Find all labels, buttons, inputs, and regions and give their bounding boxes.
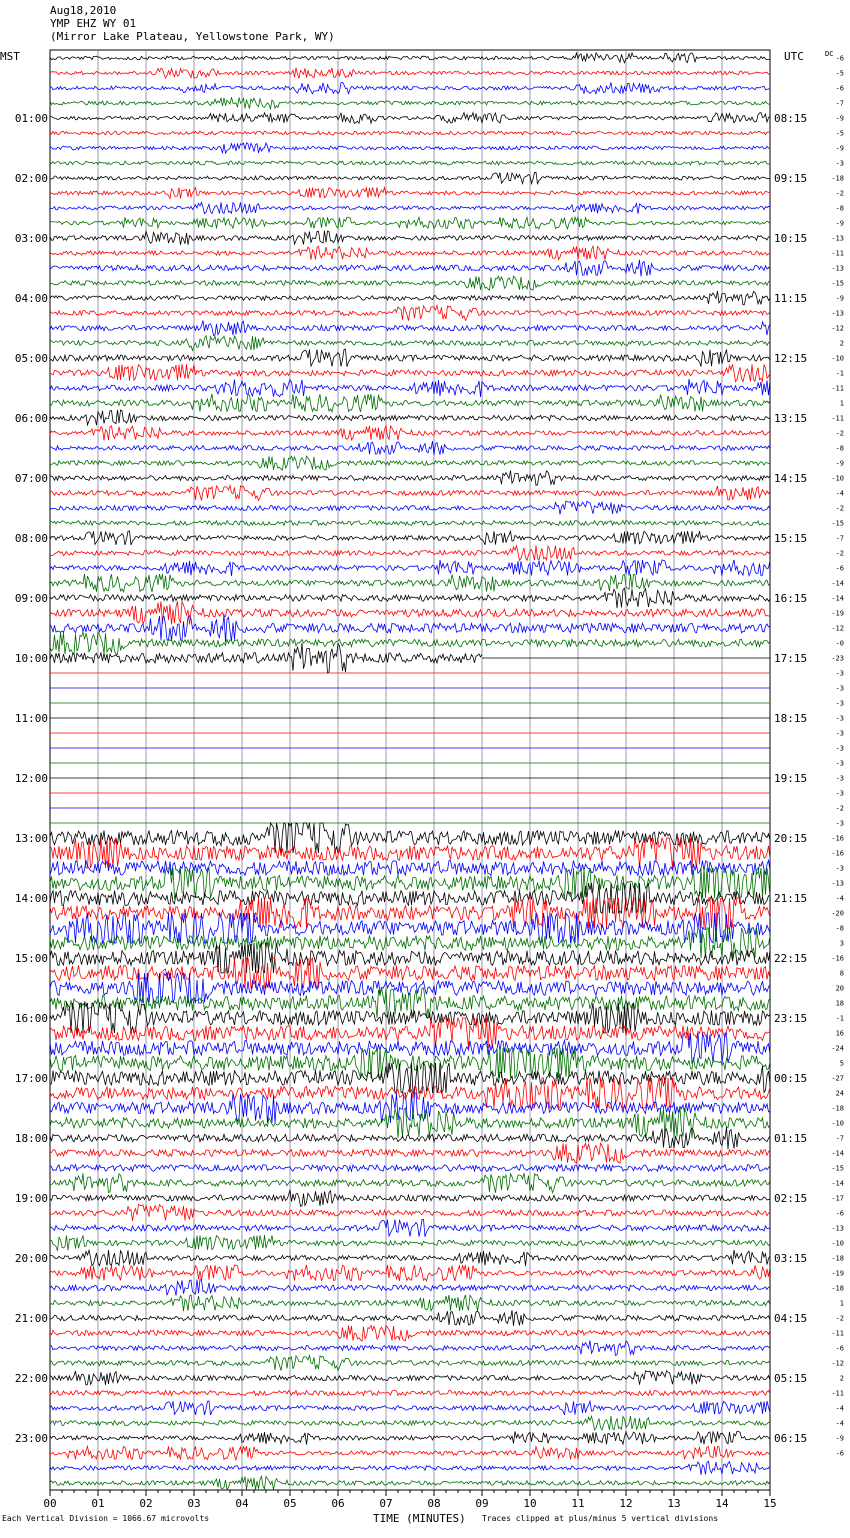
seismic-trace <box>50 410 770 425</box>
dc-offset-label: -0 <box>835 639 844 648</box>
right-hour-label: 05:15 <box>774 1372 808 1385</box>
dc-offset-label: -5 <box>835 69 844 78</box>
dc-offset-label: -16 <box>831 834 844 843</box>
x-tick-label: 15 <box>763 1497 777 1510</box>
dc-offset-label: -4 <box>835 1419 844 1428</box>
dc-offset-label: 8 <box>839 969 844 978</box>
dc-offset-label: -3 <box>835 699 844 708</box>
dc-label: DC <box>825 50 834 58</box>
left-hour-label: 05:00 <box>14 352 48 365</box>
x-tick-label: 09 <box>475 1497 489 1510</box>
dc-offset-label: -13 <box>831 264 844 273</box>
seismic-trace <box>50 1461 770 1474</box>
dc-offset-label: -9 <box>835 459 844 468</box>
x-tick-label: 00 <box>43 1497 57 1510</box>
left-hour-label: 14:00 <box>14 892 48 905</box>
dc-offset-label: -3 <box>835 774 844 783</box>
seismic-trace <box>50 471 770 486</box>
x-tick-label: 11 <box>571 1497 585 1510</box>
left-hour-label: 01:00 <box>14 112 48 125</box>
right-hour-label: 08:15 <box>774 112 808 125</box>
seismic-trace <box>50 560 770 576</box>
dc-offset-label: -3 <box>835 669 844 678</box>
left-hour-label: 23:00 <box>14 1432 48 1445</box>
dc-offset-label: -3 <box>835 684 844 693</box>
dc-offset-label: -7 <box>835 1134 844 1143</box>
x-tick-label: 14 <box>715 1497 729 1510</box>
seismic-trace <box>50 546 770 561</box>
right-hour-label: 19:15 <box>774 772 808 785</box>
dc-offset-label: -13 <box>831 879 844 888</box>
seismic-trace <box>50 1325 770 1341</box>
left-hour-label: 08:00 <box>14 532 48 545</box>
x-tick-label: 07 <box>379 1497 393 1510</box>
dc-offset-label: -18 <box>831 174 844 183</box>
dc-offset-label: -17 <box>831 1194 844 1203</box>
left-hour-label: 04:00 <box>14 292 48 305</box>
dc-offset-label: -3 <box>835 159 844 168</box>
dc-offset-label: -2 <box>835 549 844 558</box>
dc-offset-label: 2 <box>839 1374 844 1383</box>
dc-offset-label: -19 <box>831 609 844 618</box>
dc-offset-label: -10 <box>831 354 844 363</box>
x-tick-label: 02 <box>139 1497 153 1510</box>
seismic-trace <box>50 291 770 305</box>
dc-offset-label: -7 <box>835 534 844 543</box>
seismic-trace <box>50 349 770 367</box>
dc-offset-label: 1 <box>839 1299 844 1308</box>
left-hour-label: 10:00 <box>14 652 48 665</box>
seismic-trace <box>50 202 770 214</box>
seismic-trace <box>50 131 770 135</box>
right-hour-label: 11:15 <box>774 292 808 305</box>
seismic-trace <box>50 1265 770 1281</box>
seismic-trace <box>50 1250 770 1266</box>
dc-offset-label: -4 <box>835 894 844 903</box>
seismic-trace <box>50 231 770 245</box>
dc-offset-label: -5 <box>835 129 844 138</box>
seismic-trace <box>50 113 770 124</box>
right-hour-label: 15:15 <box>774 532 808 545</box>
right-hour-label: 17:15 <box>774 652 808 665</box>
seismic-trace <box>50 1280 770 1296</box>
x-tick-label: 01 <box>91 1497 105 1510</box>
seismic-trace <box>50 943 770 973</box>
left-hour-label: 09:00 <box>14 592 48 605</box>
seismic-trace <box>50 531 770 545</box>
right-hour-label: 01:15 <box>774 1132 808 1145</box>
x-tick-label: 05 <box>283 1497 297 1510</box>
dc-offset-label: 18 <box>835 999 844 1008</box>
seismic-trace <box>50 1003 770 1033</box>
dc-offset-label: -6 <box>835 54 844 63</box>
seismic-trace <box>50 82 770 94</box>
x-tick-label: 10 <box>523 1497 537 1510</box>
left-hour-label: 19:00 <box>14 1192 48 1205</box>
x-tick-label: 04 <box>235 1497 249 1510</box>
dc-offset-label: -4 <box>835 1404 844 1413</box>
left-hour-label: 11:00 <box>14 712 48 725</box>
seismic-trace <box>50 1127 770 1149</box>
dc-offset-label: -24 <box>831 1044 844 1053</box>
dc-offset-label: -19 <box>831 1269 844 1278</box>
right-hour-label: 22:15 <box>774 952 808 965</box>
seismic-trace <box>50 601 770 624</box>
dc-offset-label: -3 <box>835 819 844 828</box>
x-tick-label: 12 <box>619 1497 633 1510</box>
right-hour-label: 20:15 <box>774 832 808 845</box>
left-hour-label: 07:00 <box>14 472 48 485</box>
seismic-trace <box>50 1341 770 1356</box>
seismic-trace <box>50 1078 770 1108</box>
dc-offset-label: -9 <box>835 294 844 303</box>
x-tick-label: 13 <box>667 1497 681 1510</box>
dc-offset-label: -2 <box>835 429 844 438</box>
dc-offset-label: -11 <box>831 1329 844 1338</box>
right-hour-label: 06:15 <box>774 1432 808 1445</box>
dc-offset-label: -11 <box>831 414 844 423</box>
dc-offset-label: -1 <box>835 1014 844 1023</box>
dc-offset-label: -16 <box>831 954 844 963</box>
dc-offset-label: -3 <box>835 714 844 723</box>
dc-offset-label: -3 <box>835 729 844 738</box>
dc-offset-label: -11 <box>831 1389 844 1398</box>
right-hour-label: 10:15 <box>774 232 808 245</box>
left-hour-label: 20:00 <box>14 1252 48 1265</box>
dc-offset-label: -2 <box>835 804 844 813</box>
seismic-trace <box>50 426 770 440</box>
seismic-trace <box>50 1391 770 1396</box>
header-date: Aug18,2010 <box>50 4 117 17</box>
dc-offset-label: 3 <box>839 939 844 948</box>
dc-offset-label: -8 <box>835 204 844 213</box>
seismic-trace <box>50 485 770 500</box>
seismic-trace <box>50 246 770 259</box>
dc-offset-label: -14 <box>831 1149 844 1158</box>
left-hour-label: 22:00 <box>14 1372 48 1385</box>
dc-offset-label: -6 <box>835 1209 844 1218</box>
dc-offset-label: -8 <box>835 444 844 453</box>
dc-offset-label: -14 <box>831 1179 844 1188</box>
right-hour-label: 09:15 <box>774 172 808 185</box>
seismic-trace <box>50 574 770 592</box>
left-hour-label: 06:00 <box>14 412 48 425</box>
seismic-trace <box>50 276 770 290</box>
seismic-trace <box>50 143 770 153</box>
seismic-trace <box>50 1476 770 1489</box>
right-hour-label: 13:15 <box>774 412 808 425</box>
dc-offset-label: -3 <box>835 744 844 753</box>
seismic-trace <box>50 1431 770 1444</box>
seismic-trace <box>50 614 770 642</box>
seismic-trace <box>50 1295 770 1311</box>
header-station: YMP EHZ WY 01 <box>50 17 137 30</box>
dc-offset-label: -3 <box>835 864 844 873</box>
seismic-trace <box>50 521 770 526</box>
dc-offset-label: -9 <box>835 1434 844 1443</box>
seismic-trace <box>50 1401 770 1415</box>
seismic-trace <box>50 305 770 320</box>
header-location: (Mirror Lake Plateau, Yellowstone Park, WY) <box>50 30 335 43</box>
left-hour-label: 13:00 <box>14 832 48 845</box>
dc-offset-label: -12 <box>831 1359 844 1368</box>
right-hour-label: 12:15 <box>774 352 808 365</box>
right-hour-label: 14:15 <box>774 472 808 485</box>
seismic-trace <box>50 1190 770 1207</box>
seismic-trace <box>50 456 770 470</box>
dc-offset-label: -18 <box>831 1254 844 1263</box>
right-hour-label: 04:15 <box>774 1312 808 1325</box>
seismic-trace <box>50 1310 770 1326</box>
dc-offset-label: -13 <box>831 309 844 318</box>
left-hour-label: 17:00 <box>14 1072 48 1085</box>
dc-offset-label: -1 <box>835 369 844 378</box>
dc-offset-label: 24 <box>835 1089 844 1098</box>
dc-offset-label: -8 <box>835 924 844 933</box>
footer-vertical-division: Each Vertical Division = 1066.67 microvolts <box>2 1514 210 1523</box>
dc-offset-label: -18 <box>831 1284 844 1293</box>
dc-offset-label: -18 <box>831 1104 844 1113</box>
right-hour-label: 18:15 <box>774 712 808 725</box>
seismic-trace <box>50 260 770 277</box>
seismic-trace <box>50 53 770 63</box>
dc-offset-label: -14 <box>831 594 844 603</box>
right-timezone-label: UTC <box>784 50 804 63</box>
dc-offset-label: -13 <box>831 1224 844 1233</box>
x-tick-label: 03 <box>187 1497 201 1510</box>
dc-offset-label: -11 <box>831 384 844 393</box>
dc-offset-label: -12 <box>831 324 844 333</box>
seismic-trace <box>50 68 770 78</box>
seismic-trace <box>50 838 770 868</box>
dc-offset-label: -15 <box>831 1164 844 1173</box>
right-hour-label: 00:15 <box>774 1072 808 1085</box>
dc-offset-label: -15 <box>831 519 844 528</box>
seismic-trace <box>50 643 770 673</box>
dc-offset-label: -6 <box>835 1449 844 1458</box>
dc-offset-label: -2 <box>835 1314 844 1323</box>
left-hour-label: 16:00 <box>14 1012 48 1025</box>
dc-offset-label: -2 <box>835 504 844 513</box>
seismic-trace <box>50 336 770 351</box>
x-tick-label: 08 <box>427 1497 441 1510</box>
seismic-trace <box>50 172 770 183</box>
dc-offset-label: -9 <box>835 114 844 123</box>
dc-offset-label: -3 <box>835 759 844 768</box>
left-hour-label: 15:00 <box>14 952 48 965</box>
seismic-trace <box>50 501 770 514</box>
seismic-trace <box>50 441 770 455</box>
dc-offset-label: -16 <box>831 849 844 858</box>
dc-offset-label: -10 <box>831 474 844 483</box>
dc-offset-label: -14 <box>831 579 844 588</box>
seismic-trace <box>50 1204 770 1221</box>
dc-offset-label: -4 <box>835 489 844 498</box>
seismic-trace <box>50 861 770 876</box>
dc-offset-label: -20 <box>831 909 844 918</box>
left-hour-label: 12:00 <box>14 772 48 785</box>
left-timezone-label: MST <box>0 50 20 63</box>
dc-offset-label: -9 <box>835 219 844 228</box>
seismic-trace <box>50 1219 770 1237</box>
x-tick-label: 06 <box>331 1497 345 1510</box>
seismic-trace <box>50 379 770 397</box>
dc-offset-label: -6 <box>835 84 844 93</box>
seismic-trace <box>50 187 770 198</box>
seismic-trace <box>50 1173 770 1193</box>
seismic-trace <box>50 1371 770 1386</box>
dc-offset-label: -3 <box>835 789 844 798</box>
dc-offset-label: 5 <box>839 1059 844 1068</box>
dc-offset-label: -6 <box>835 1344 844 1353</box>
dc-offset-label: 20 <box>835 984 844 993</box>
dc-offset-label: -7 <box>835 99 844 108</box>
seismic-trace <box>50 958 770 988</box>
seismic-trace <box>50 632 770 655</box>
footer-clip-note: Traces clipped at plus/minus 5 vertical divisions <box>482 1514 719 1523</box>
seismic-trace <box>50 161 770 165</box>
seismic-trace <box>50 1416 770 1430</box>
left-hour-label: 03:00 <box>14 232 48 245</box>
dc-offset-label: -23 <box>831 654 844 663</box>
dc-offset-label: -2 <box>835 189 844 198</box>
dc-offset-label: -9 <box>835 144 844 153</box>
dc-offset-label: -11 <box>831 249 844 258</box>
left-hour-label: 02:00 <box>14 172 48 185</box>
dc-offset-label: -13 <box>831 234 844 243</box>
seismic-trace <box>50 898 770 928</box>
dc-offset-label: 1 <box>839 399 844 408</box>
right-hour-label: 16:15 <box>774 592 808 605</box>
seismic-trace <box>50 1143 770 1163</box>
dc-offset-label: -10 <box>831 1239 844 1248</box>
right-hour-label: 03:15 <box>774 1252 808 1265</box>
seismic-trace <box>50 1165 770 1172</box>
seismic-trace <box>50 394 770 412</box>
dc-offset-label: 16 <box>835 1029 844 1038</box>
dc-offset-label: 2 <box>839 339 844 348</box>
seismic-trace <box>50 1355 770 1370</box>
seismic-trace <box>50 217 770 229</box>
dc-offset-label: -27 <box>831 1074 844 1083</box>
seismic-trace <box>50 364 770 381</box>
left-hour-label: 21:00 <box>14 1312 48 1325</box>
dc-offset-label: -12 <box>831 624 844 633</box>
x-axis-title: TIME (MINUTES) <box>373 1512 466 1525</box>
seismic-trace <box>50 97 770 109</box>
right-hour-label: 21:15 <box>774 892 808 905</box>
seismic-trace <box>50 1446 770 1459</box>
left-hour-label: 18:00 <box>14 1132 48 1145</box>
right-hour-label: 23:15 <box>774 1012 808 1025</box>
dc-offset-label: -15 <box>831 279 844 288</box>
seismic-trace <box>50 321 770 336</box>
right-hour-label: 02:15 <box>774 1192 808 1205</box>
dc-offset-label: -10 <box>831 1119 844 1128</box>
seismic-trace <box>50 1235 770 1251</box>
dc-offset-label: -6 <box>835 564 844 573</box>
